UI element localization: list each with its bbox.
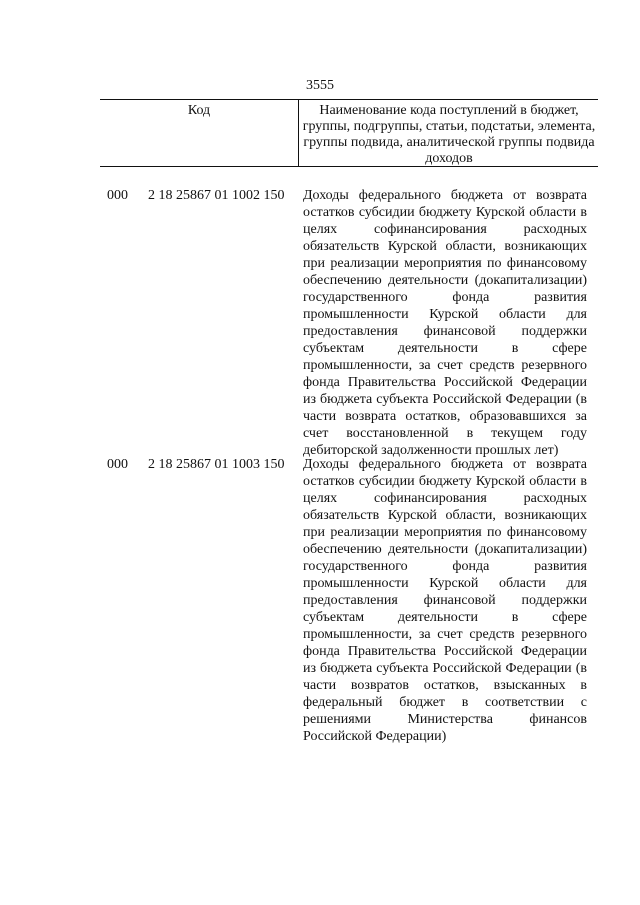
- income-code: 2 18 25867 01 1002 150: [148, 188, 285, 203]
- income-description: Доходы федерального бюджета от возврата остатков субсидии бюджету Курской области в целях софинансирования расходных обязательств Курской области, возникающих при реализации мероприятия по финансовому обеспечению деятельности (докапитализации) государственного фонда развития промышленности Курской области для предоставления финансовой поддержки субъектам деятельности в сфере промышленности, за счет средств резервного фонда Правительства Российской Федерации из бюджета субъекта Российской Федерации (в части возвратов остатков, взысканных в федеральный бюджет в соответствии с решениями Министерства финансов Российской Федерации): [303, 457, 587, 744]
- header-column-divider: [298, 100, 299, 166]
- income-description: Доходы федерального бюджета от возврата остатков субсидии бюджету Курской области в целях софинансирования расходных обязательств Курской области, возникающих при реализации мероприятия по финансовому обеспечению деятельности (докапитализации) государственного фонда развития промышленности Курской области для предоставления финансовой поддержки субъектам деятельности в сфере промышленности, за счет средств резервного фонда Правительства Российской Федерации из бюджета субъекта Российской Федерации (в части возврата остатков, образовавшихся за счет восстановленной в текущем году дебиторской задолженности прошлых лет): [303, 188, 587, 458]
- admin-code: 000: [107, 188, 128, 203]
- table-header: [100, 99, 598, 167]
- page-number: 3555: [306, 78, 334, 93]
- header-name-label: Наименование кода поступлений в бюджет, группы, подгруппы, статьи, подстатьи, элемента, группы подвида, аналитической группы подвида доходов: [302, 103, 596, 166]
- income-code: 2 18 25867 01 1003 150: [148, 457, 285, 472]
- admin-code: 000: [107, 457, 128, 472]
- header-code-label: Код: [187, 103, 211, 118]
